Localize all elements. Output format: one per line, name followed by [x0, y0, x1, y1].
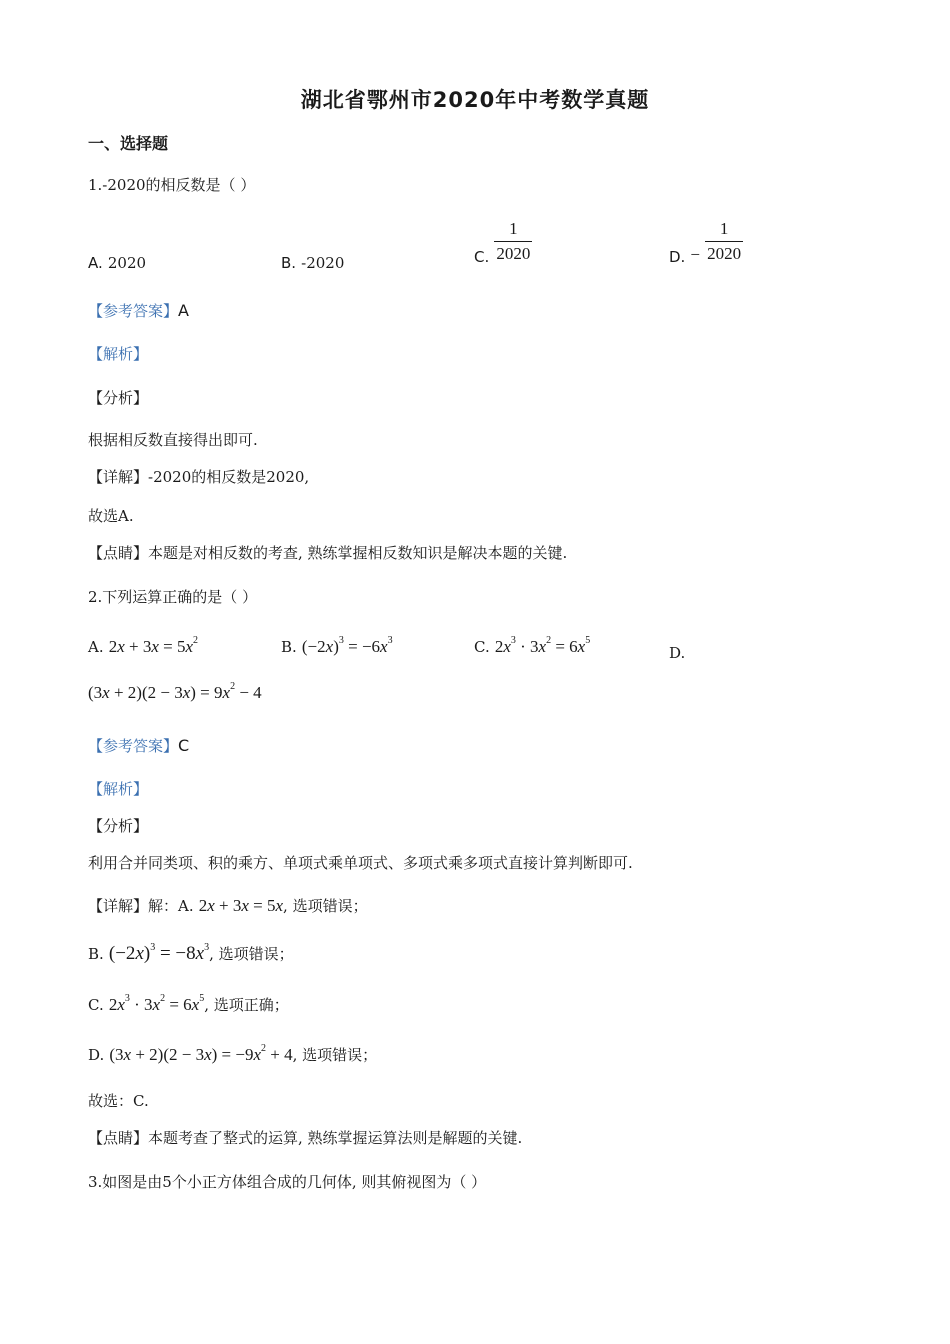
q2-detail-d	[88, 1045, 377, 1065]
q2-conclusion: 故选：C.	[88, 1092, 149, 1110]
formula: $2x + 3x = 5x^2$	[108, 635, 199, 656]
q2-answer	[88, 735, 189, 756]
fraction	[494, 219, 532, 264]
fraction-numerator: 1	[494, 219, 532, 242]
option-label: A.	[88, 254, 103, 272]
q2-analysis-heading: 【解析】	[88, 780, 149, 798]
q2-fenxi-label: 【分析】	[88, 817, 149, 835]
option-label: D.	[669, 644, 686, 662]
q2-detail-a	[88, 896, 368, 916]
q1-option-a	[88, 253, 146, 272]
q2-option-c	[474, 637, 590, 657]
fraction-numerator: 1	[705, 219, 743, 242]
q1-option-d	[669, 219, 743, 264]
q1-fenxi-text: 根据相反数直接得出即可.	[88, 431, 258, 449]
formula: 2x + 3x = 5x	[198, 896, 284, 915]
minus-sign: −	[690, 245, 701, 264]
answer-value: C	[178, 736, 190, 755]
option-value: -2020	[301, 254, 345, 272]
detail-suffix: , 选项错误；	[283, 897, 368, 915]
option-label: B.	[281, 638, 297, 656]
page-title: 湖北省鄂州市2020年中考数学真题	[300, 88, 650, 112]
fraction-denominator: 2020	[496, 244, 531, 263]
option-label: C.	[474, 248, 490, 266]
q2-detail-c	[88, 995, 289, 1015]
question-2-stem: 2.下列运算正确的是（ ）	[88, 588, 258, 606]
formula: $(-2x)^3 = -8x^3$	[108, 942, 210, 964]
q1-dianjing: 【点睛】本题是对相反数的考查, 熟练掌握相反数知识是解决本题的关键.	[88, 544, 568, 562]
detail-prefix: 【详解】解：A.	[88, 897, 194, 915]
detail-label: B.	[88, 945, 104, 963]
q1-fenxi-label: 【分析】	[88, 389, 149, 407]
option-value: 2020	[107, 254, 147, 272]
detail-suffix: , 选项错误；	[292, 1046, 378, 1064]
q2-option-d	[669, 643, 685, 662]
formula: $(-2x)^3 = -6x^3$	[301, 635, 393, 656]
q2-detail-b	[88, 943, 294, 965]
detail-label: C.	[88, 996, 104, 1014]
fraction	[705, 219, 743, 264]
formula: $2x^3 \cdot 3x^2 = 6x^5$	[494, 635, 591, 656]
q2-option-d-formula	[88, 683, 262, 703]
option-label: D.	[669, 248, 686, 266]
q1-detail: 【详解】-2020的相反数是2020,	[88, 468, 310, 486]
q2-fenxi-text: 利用合并同类项、积的乘方、单项式乘单项式、多项式乘多项式直接计算判断即可.	[88, 854, 633, 872]
option-label: C.	[474, 638, 490, 656]
q2-option-b	[281, 637, 393, 657]
q2-dianjing: 【点睛】本题考查了整式的运算, 熟练掌握运算法则是解题的关键.	[88, 1129, 523, 1147]
fraction-denominator: 2020	[707, 244, 742, 263]
option-label: A.	[88, 638, 104, 656]
question-3-stem: 3.如图是由5个小正方体组合成的几何体, 则其俯视图为（ ）	[88, 1173, 487, 1191]
q1-analysis-heading: 【解析】	[88, 345, 149, 363]
q1-option-c	[474, 219, 532, 264]
q1-answer	[88, 300, 189, 321]
q2-option-a	[88, 637, 198, 657]
question-1-stem: 1.-2020的相反数是（ ）	[88, 176, 256, 194]
detail-suffix: , 选项错误；	[209, 945, 294, 963]
formula: $(3x + 2)(2 - 3x) = -9x^2 + 4$	[109, 1043, 293, 1064]
section-heading: 一、选择题	[88, 134, 169, 153]
answer-label: 【参考答案】	[88, 737, 179, 755]
formula: $(3x + 2)(2 - 3x) = 9x^2 - 4$	[88, 681, 262, 702]
q1-conclusion: 故选A.	[88, 507, 134, 525]
detail-suffix: , 选项正确；	[204, 996, 289, 1014]
formula: $2x^3 \cdot 3x^2 = 6x^5$	[108, 993, 205, 1014]
answer-label: 【参考答案】	[88, 302, 179, 320]
detail-label: D.	[88, 1046, 105, 1064]
answer-value: A	[178, 301, 189, 320]
option-label: B.	[281, 254, 297, 272]
q1-option-b	[281, 253, 344, 272]
